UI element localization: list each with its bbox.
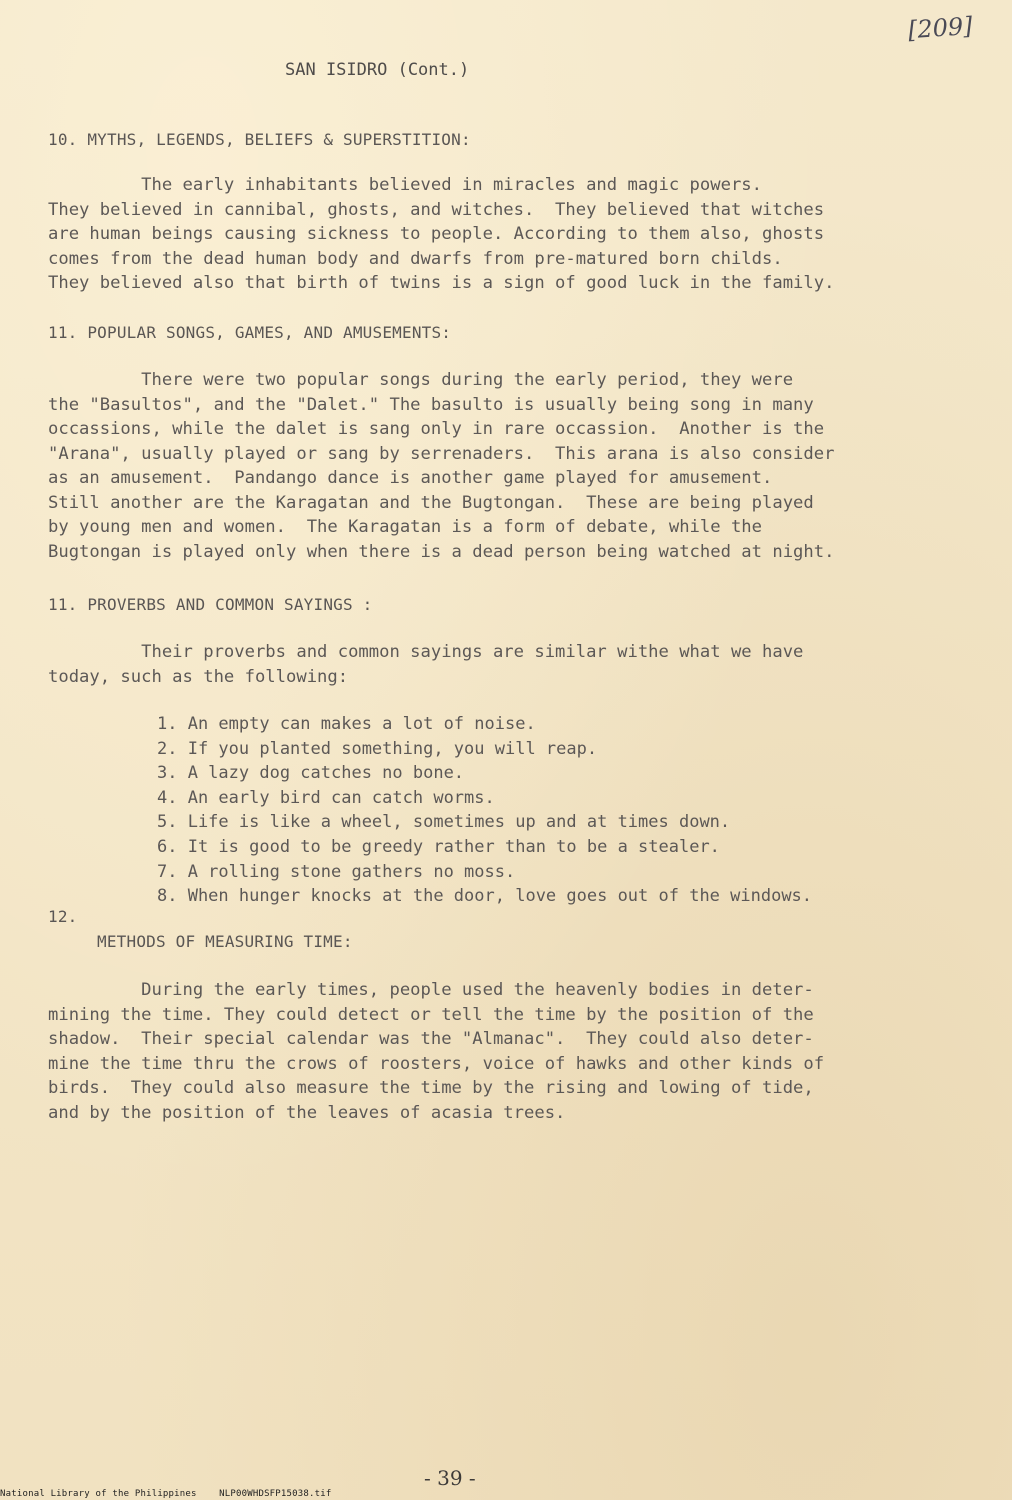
list-item: 1. An empty can makes a lot of noise.	[157, 714, 536, 734]
list-item: 8. When hunger knocks at the door, love goes out of the windows.	[157, 886, 813, 907]
list-item: 6. It is good to be greedy rather than to be a stealer.	[157, 836, 720, 857]
list-item: 2. If you planted something, you will reap.	[157, 738, 598, 759]
section-heading-proverbs: 11. PROVERBS AND COMMON SAYINGS :	[48, 595, 373, 614]
paragraph-line: as an amusement. Pandango dance is another game played for amusement.	[48, 468, 773, 488]
paragraph-line: They believed also that birth of twins is a sign of good luck in the family.	[48, 273, 835, 293]
handwritten-page-number: [209]	[907, 11, 974, 45]
paragraph-line: occassions, while the dalet is sang only in rare occassion. Another is the	[48, 419, 825, 439]
archive-label: National Library of the Philippines NLP00WHDSFP15038.tif	[0, 1489, 332, 1499]
proverb-list	[157, 712, 812, 909]
section-heading-time: METHODS OF MEASURING TIME:	[97, 932, 353, 951]
paragraph-line: today, such as the following:	[48, 666, 349, 687]
list-item: 4. An early bird can catch worms.	[157, 787, 495, 808]
paragraph-line: mine the time thru the crows of roosters, voice of hawks and other kinds of	[48, 1053, 825, 1074]
paragraph-line: comes from the dead human body and dwarfs from pre-matured born childs.	[48, 248, 783, 269]
section-body-time	[48, 978, 978, 1125]
paragraph-line: "Arana", usually played or sang by serrenaders. This arana is also consider	[48, 443, 835, 464]
paragraph-line: Bugtongan is played only when there is a dead person being watched at night.	[48, 541, 835, 562]
paragraph-line: the "Basultos", and the "Dalet." The basulto is usually being song in many	[48, 394, 814, 415]
paragraph-line: are human beings causing sickness to people. According to them also, ghosts	[48, 224, 825, 244]
paragraph-line: Their proverbs and common sayings are similar withe what we have	[48, 642, 804, 662]
section-body-songs	[48, 368, 978, 564]
list-item: 3. A lazy dog catches no bone.	[157, 763, 465, 784]
section-body-myths	[48, 173, 978, 296]
paragraph-line: by young men and women. The Karagatan is a form of debate, while the	[48, 517, 762, 537]
page-header: SAN ISIDRO (Cont.)	[285, 60, 470, 80]
list-item: 7. A rolling stone gathers no moss.	[157, 861, 516, 882]
section-number-time: 12.	[48, 907, 78, 926]
list-item: 5. Life is like a wheel, sometimes up and at times down.	[157, 812, 731, 833]
paragraph-line: Still another are the Karagatan and the Bugtongan. These are being played	[48, 492, 814, 513]
paragraph-line: During the early times, people used the heavenly bodies in deter-	[48, 980, 814, 1000]
section-heading-songs: 11. POPULAR SONGS, GAMES, AND AMUSEMENTS:	[48, 323, 452, 342]
section-body-proverbs	[48, 640, 978, 689]
paragraph-line: shadow. Their special calendar was the "Almanac". They could also deter-	[48, 1029, 814, 1049]
footer-page-number: - 39 -	[424, 1466, 476, 1490]
section-heading-myths: 10. MYTHS, LEGENDS, BELIEFS & SUPERSTITION:	[48, 130, 471, 149]
paragraph-line: There were two popular songs during the early period, they were	[48, 370, 794, 390]
paragraph-line: The early inhabitants believed in miracles and magic powers.	[48, 175, 762, 195]
paragraph-line: mining the time. They could detect or tell the time by the position of the	[48, 1004, 814, 1025]
paragraph-line: and by the position of the leaves of acasia trees.	[48, 1102, 566, 1123]
paragraph-line: birds. They could also measure the time by the rising and lowing of tide,	[48, 1078, 814, 1098]
paragraph-line: They believed in cannibal, ghosts, and witches. They believed that witches	[48, 199, 825, 220]
